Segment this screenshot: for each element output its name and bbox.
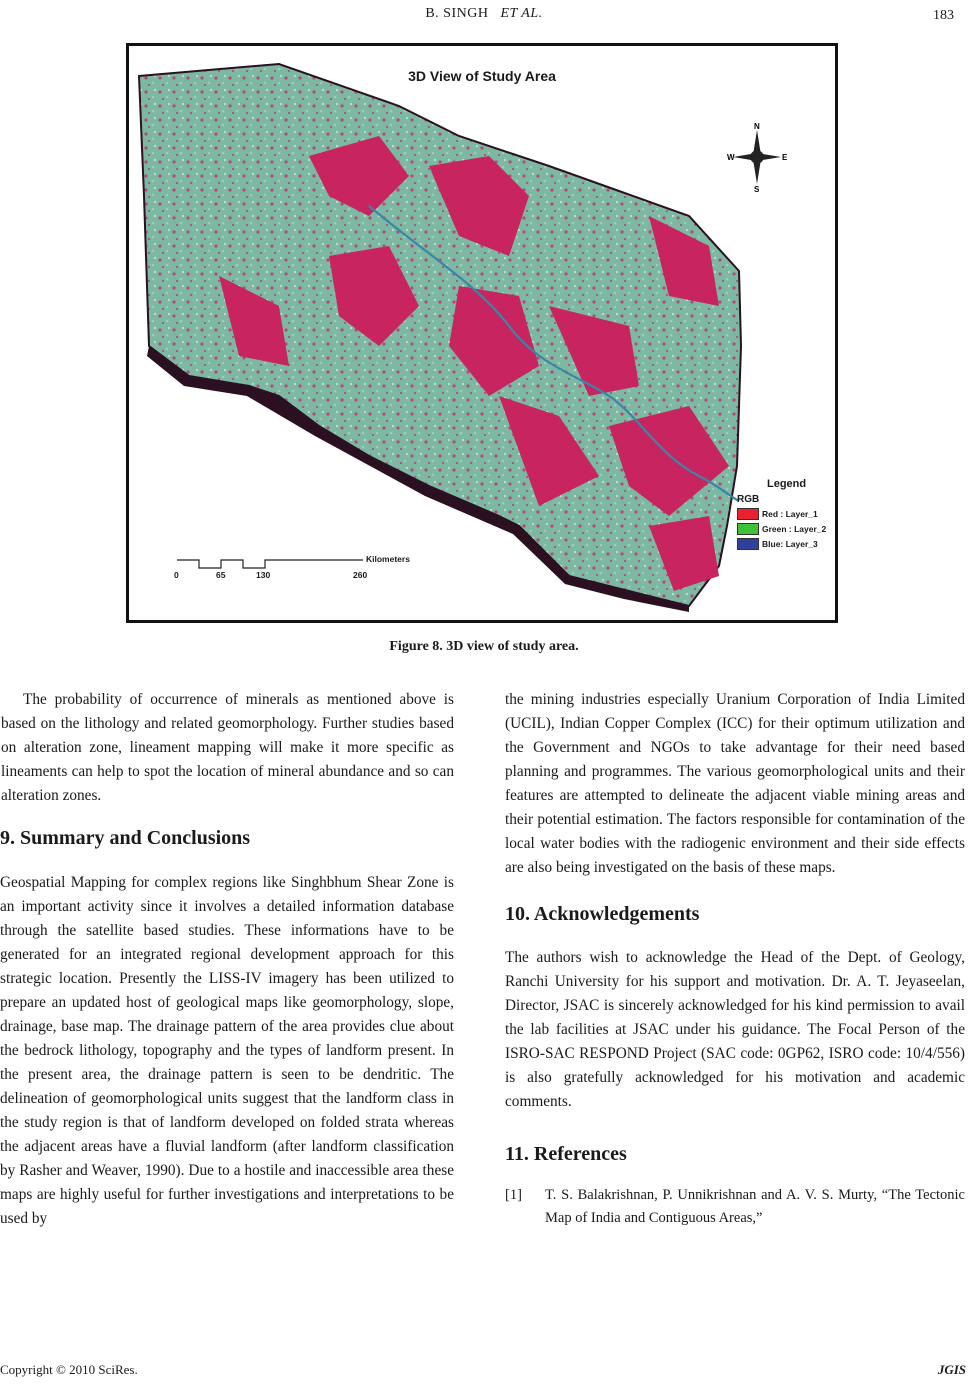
left-column bbox=[0, 688, 454, 1231]
footer-copyright: Copyright © 2010 SciRes. bbox=[0, 1362, 138, 1377]
footer-journal: JGIS bbox=[937, 1362, 966, 1377]
running-header bbox=[0, 6, 968, 22]
compass-rose-icon bbox=[727, 122, 787, 192]
paragraph-minerals: The probability of occurrence of minerals as mentioned above is based on the lithology and related geomorphology. Further studies based on alteration zone, lineament mapping will make it more specific as lineaments can help to spot the location of mineral abundance and so can alteration zones. bbox=[1, 691, 454, 804]
page-number: 183 bbox=[933, 8, 954, 23]
terrain-surface bbox=[139, 64, 741, 606]
reference-item bbox=[505, 1184, 965, 1230]
legend-item-green bbox=[737, 523, 837, 535]
legend-item-red bbox=[737, 508, 837, 520]
map-legend bbox=[737, 478, 837, 550]
scale-unit: Kilometers bbox=[366, 554, 410, 564]
compass-e: E bbox=[782, 153, 787, 162]
compass-w: W bbox=[727, 153, 735, 162]
scale-bar bbox=[173, 554, 413, 584]
legend-label-red: Red : Layer_1 bbox=[762, 509, 818, 519]
compass-s: S bbox=[754, 185, 760, 192]
scale-tick-130: 130 bbox=[256, 570, 271, 580]
legend-swatch-blue bbox=[737, 538, 759, 550]
legend-item-blue bbox=[737, 538, 837, 550]
legend-label-green: Green : Layer_2 bbox=[762, 524, 827, 534]
legend-title: Legend bbox=[767, 478, 807, 490]
heading-acknowledgements: 10. Acknowledgements bbox=[505, 903, 700, 925]
paragraph-acknowledgements: The authors wish to acknowledge the Head of the Dept. of Geology, Ranchi University for his support and motivation. Dr. A. T. Jeyaseelan, Director, JSAC is sincerely acknowledged for his kind permission to avail the lab facilities at JSAC under his guidance. The Focal Person of the ISRO-SAC RESPOND Project (SAC code: 0GP62, ISRO code: 10/4/556) is also gratefully acknowledged for his motivation and academic comments. bbox=[505, 949, 965, 1110]
right-column bbox=[505, 688, 965, 1230]
legend-swatch-green bbox=[737, 523, 759, 535]
reference-number: [1] bbox=[505, 1187, 522, 1203]
reference-text: T. S. Balakrishnan, P. Unnikrishnan and A. V. S. Murty, “The Tectonic Map of India and Contiguous Areas,” bbox=[545, 1187, 965, 1226]
scale-tick-260: 260 bbox=[353, 570, 368, 580]
compass-n: N bbox=[754, 122, 760, 131]
header-et-al: ET AL. bbox=[500, 6, 543, 21]
legend-swatch-red bbox=[737, 508, 759, 520]
scale-tick-0: 0 bbox=[174, 570, 179, 580]
header-author: B. SINGH bbox=[425, 6, 489, 21]
scale-tick-65: 65 bbox=[216, 570, 226, 580]
map-title: 3D View of Study Area bbox=[408, 68, 556, 84]
paragraph-summary: Geospatial Mapping for complex regions like Singhbhum Shear Zone is an important activity since it involves a detailed information database through the satellite based studies. These informations have to be generated for an integrated regional development approach for this strategic location. Presently the LISS-IV imagery has been utilized to prepare an updated host of geological maps like geomorphology, slope, drainage, base map. The drainage pattern of the area provides clue about the bedrock lithology, topography and the types of landform present. In the present area, the drainage pattern is seen to be dendritic. The delineation of geomorphological units suggest that the landform class in the study region is that of landform developed on folded strata whereas the adjacent areas have a fluvial landform (after landform classification by Rasher and Weaver, 1990). Due to a hostile and inaccessible area these maps are highly useful for further investigations and interpretations to be used by bbox=[0, 874, 454, 1227]
paragraph-mining: the mining industries especially Uranium Corporation of India Limited (UCIL), Indian Copper Complex (ICC) for their optimum utilization and the Government and NGOs to take advantage for their need based planning and programmes. The various geomorphological units and their features are attempted to delineate the adjacent viable mining areas and their potential estimation. The factors responsible for contamination of the local water bodies with the radiogenic environment and their side effects are also being investigated on the basis of these maps. bbox=[505, 691, 965, 876]
legend-rgb-label: RGB bbox=[737, 494, 760, 505]
figure-3d-map bbox=[126, 43, 838, 623]
heading-references: 11. References bbox=[505, 1143, 627, 1165]
legend-label-blue: Blue: Layer_3 bbox=[762, 539, 818, 549]
figure-caption: Figure 8. 3D view of study area. bbox=[389, 639, 579, 654]
heading-summary: 9. Summary and Conclusions bbox=[0, 827, 251, 849]
